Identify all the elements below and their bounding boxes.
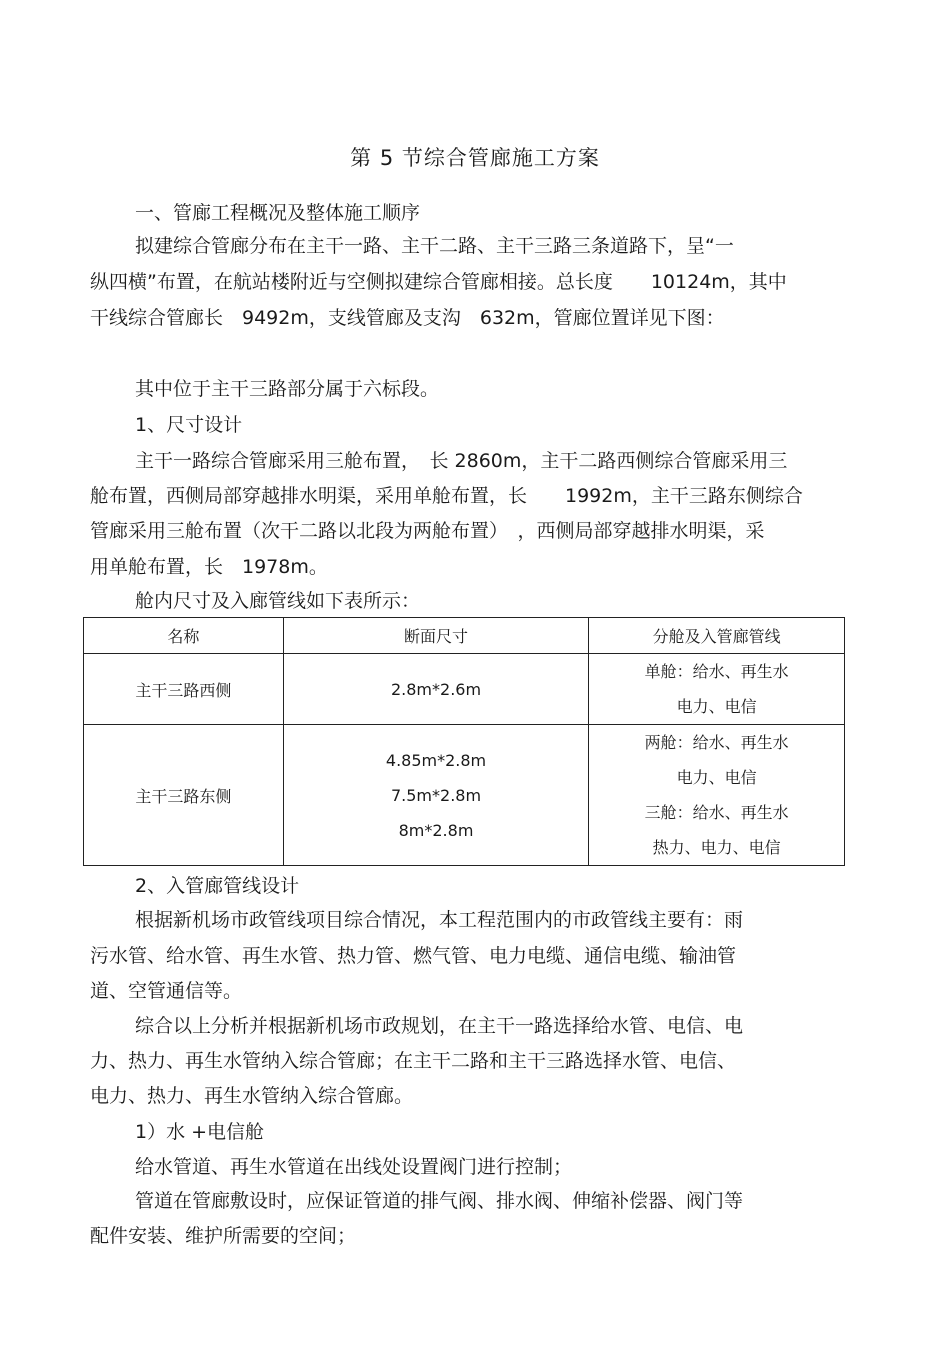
- pipes-line: 三舱：给水、再生水: [644, 803, 789, 822]
- table-row: [84, 654, 845, 725]
- paragraph-line: 污水管、给水管、再生水管、热力管、燃气管、电力电缆、通信电缆、输油管: [90, 945, 737, 967]
- paragraph-line: 道、空管通信等。: [90, 980, 243, 1002]
- section-heading: 一、管廊工程概况及整体施工顺序: [135, 202, 421, 224]
- section-size: 8m*2.8m: [398, 820, 474, 840]
- paragraph-line: 干线综合管廊长 9492m，支线管廊及支沟 632m，管廊位置详见下图：: [90, 307, 725, 329]
- table-header-cell: 断面尺寸: [283, 618, 589, 654]
- pipes-line: 单舱：给水、再生水: [644, 662, 789, 681]
- section-size-cell: [283, 725, 589, 866]
- paragraph-line: 纵四横”布置，在航站楼附近与空侧拟建综合管廊相接。总长度 10124m，其中: [90, 271, 787, 293]
- paragraph-line: 用单舱布置，长 1978m。: [90, 556, 328, 578]
- row-name-cell: 主干三路西侧: [84, 654, 284, 725]
- paragraph-line: 主干一路综合管廊采用三舱布置， 长 2860m，主干二路西侧综合管廊采用三: [135, 450, 788, 472]
- pipes-line: 热力、电力、电信: [652, 838, 781, 857]
- pipes-cell: [589, 725, 845, 866]
- paragraph-line: 管道在管廊敷设时，应保证管道的排气阀、排水阀、伸缩补偿器、阀门等: [135, 1190, 744, 1212]
- subsection-heading: 2、入管廊管线设计: [135, 875, 300, 897]
- section-size: 7.5m*2.8m: [390, 785, 482, 805]
- section-size: 2.8m*2.6m: [390, 679, 482, 699]
- paragraph-line: 管廊采用三舱布置（次干二路以北段为两舱布置） ，西侧局部穿越排水明渠，采: [90, 520, 765, 542]
- row-name-cell: 主干三路东侧: [84, 725, 284, 866]
- table-header-cell: 名称: [84, 618, 284, 654]
- subsection-heading: 1）水 +电信舱: [135, 1121, 265, 1143]
- section-size-cell: [283, 654, 589, 725]
- spec-table: [83, 617, 845, 866]
- section-size: 4.85m*2.8m: [385, 750, 487, 770]
- table-header-cell: 分舱及入管廊管线: [589, 618, 845, 654]
- table-header-row: [84, 618, 845, 654]
- paragraph-line: 舱布置，西侧局部穿越排水明渠，采用单舱布置，长 1992m，主干三路东侧综合: [90, 485, 803, 507]
- paragraph-line: 根据新机场市政管线项目综合情况，本工程范围内的市政管线主要有：雨: [135, 909, 744, 931]
- pipes-line: 电力、电信: [676, 697, 757, 716]
- page-title: 第 5 节综合管廊施工方案: [350, 146, 600, 170]
- table-caption: 舱内尺寸及入廊管线如下表所示：: [135, 590, 421, 612]
- paragraph-line: 力、热力、再生水管纳入综合管廊；在主干二路和主干三路选择水管、电信、: [90, 1050, 737, 1072]
- table-row: [84, 725, 845, 866]
- paragraph-line: 给水管道、再生水管道在出线处设置阀门进行控制；: [135, 1156, 573, 1178]
- paragraph-line: 综合以上分析并根据新机场市政规划，在主干一路选择给水管、电信、电: [135, 1015, 744, 1037]
- paragraph-line: 配件安装、维护所需要的空间；: [90, 1225, 357, 1247]
- paragraph-line: 拟建综合管廊分布在主干一路、主干二路、主干三路三条道路下，呈“一: [135, 235, 734, 257]
- subsection-heading: 1、尺寸设计: [135, 414, 243, 436]
- paragraph-line: 其中位于主干三路部分属于六标段。: [135, 378, 440, 400]
- pipes-cell: [589, 654, 845, 725]
- pipes-line: 两舱：给水、再生水: [644, 733, 789, 752]
- pipes-line: 电力、电信: [676, 768, 757, 787]
- paragraph-line: 电力、热力、再生水管纳入综合管廊。: [90, 1085, 414, 1107]
